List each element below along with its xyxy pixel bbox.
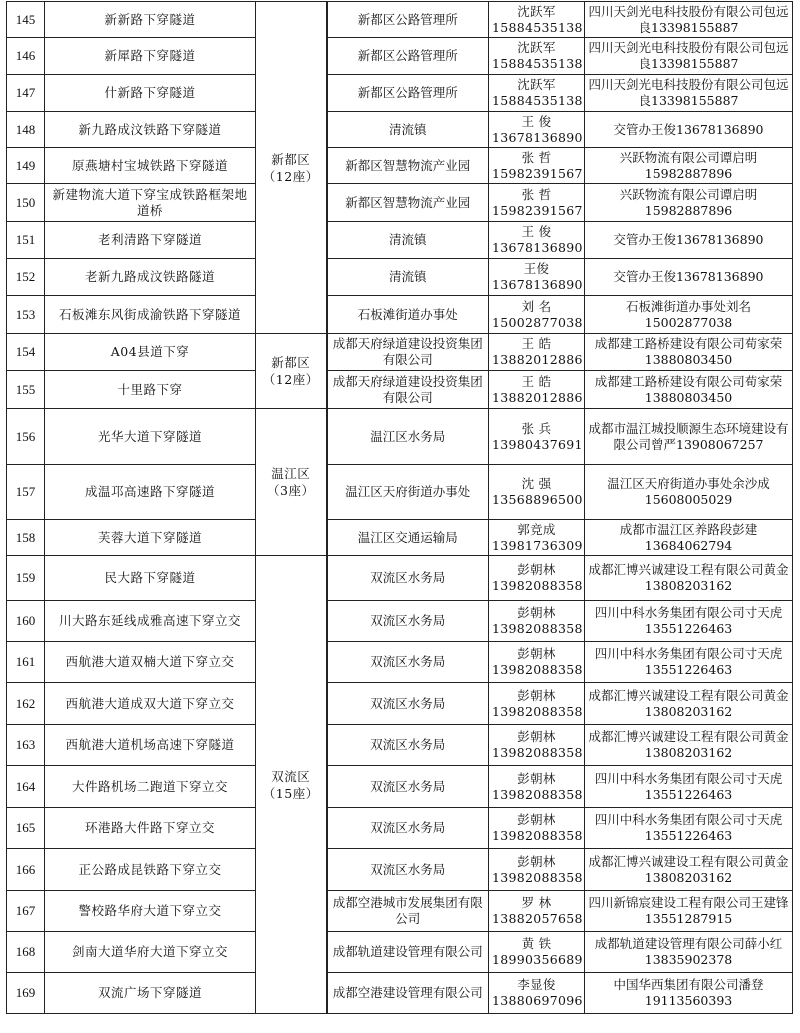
- contact-phone: 13678136890: [492, 240, 583, 255]
- tunnel-name: 新犀路下穿隧道: [45, 38, 256, 75]
- maintenance-unit: 四川中科水务集团有限公司寸天虎13551226463: [585, 601, 793, 642]
- contact-person-cell: [489, 932, 585, 973]
- tunnel-name: 正公路成昆铁路下穿立交: [45, 849, 256, 891]
- contact-phone: 13982088358: [492, 786, 583, 802]
- contact-person-cell: [489, 601, 585, 642]
- maintenance-unit: 温江区天府街道办事处余沙成15608005029: [585, 465, 793, 520]
- tunnel-name: 十里路下穿: [45, 371, 256, 409]
- table-row: [7, 973, 793, 1014]
- table-row: [7, 766, 793, 808]
- responsible-department: 双流区水务局: [327, 601, 489, 642]
- table-row: [7, 808, 793, 849]
- responsible-department: 双流区水务局: [327, 642, 489, 683]
- tunnel-name: 民大路下穿隧道: [45, 556, 256, 601]
- contact-phone: 13980437691: [492, 436, 583, 452]
- contact-name: 李显俊: [517, 977, 556, 992]
- contact-phone: 15884535138: [492, 93, 583, 108]
- contact-name: 罗 林: [521, 895, 552, 910]
- contact-phone: 13981736309: [492, 537, 583, 553]
- tunnel-name: 警校路华府大道下穿立交: [45, 891, 256, 932]
- district-name: 温江区: [271, 466, 311, 481]
- row-number: 156: [7, 409, 45, 465]
- maintenance-unit: 兴跃物流有限公司谭启明15982887896: [585, 184, 793, 222]
- contact-person-cell: [489, 371, 585, 409]
- responsible-department: 温江区天府街道办事处: [327, 465, 489, 520]
- tunnel-name: 大件路机场二跑道下穿立交: [45, 766, 256, 808]
- contact-person-cell: [489, 973, 585, 1014]
- responsible-department: 清流镇: [327, 112, 489, 148]
- district-count: （3座）: [267, 483, 315, 498]
- row-number: 169: [7, 973, 45, 1014]
- maintenance-unit: 成都汇博兴诚建设工程有限公司黄金13808203162: [585, 556, 793, 601]
- table-row: [7, 683, 793, 725]
- contact-person-cell: [489, 296, 585, 334]
- maintenance-unit: 四川天剑光电科技股份有限公司包远良13398155887: [585, 2, 793, 38]
- row-number: 159: [7, 556, 45, 601]
- district-cell: [256, 2, 327, 334]
- contact-phone: 13880697096: [492, 993, 583, 1008]
- responsible-department: 石板滩街道办事处: [327, 296, 489, 334]
- row-number: 168: [7, 932, 45, 973]
- tunnel-name: 环港路大件路下穿立交: [45, 808, 256, 849]
- table-row: [7, 891, 793, 932]
- maintenance-unit: 四川中科水务集团有限公司寸天虎13551226463: [585, 642, 793, 683]
- contact-phone: 13678136890: [492, 277, 583, 292]
- contact-phone: 15002877038: [492, 314, 583, 330]
- table-row: [7, 2, 793, 38]
- maintenance-unit: 四川中科水务集团有限公司寸天虎13551226463: [585, 808, 793, 849]
- contact-name: 彭朝林: [517, 729, 556, 744]
- contact-name: 张 哲: [521, 149, 552, 165]
- tunnel-responsibility-table: [6, 1, 793, 1014]
- tunnel-name: 原燕塘村宝城铁路下穿隧道: [45, 148, 256, 184]
- contact-name: 彭朝林: [517, 812, 556, 827]
- contact-name: 王 皓: [521, 336, 552, 351]
- row-number: 150: [7, 184, 45, 222]
- contact-phone: 13982088358: [492, 869, 583, 885]
- row-number: 162: [7, 683, 45, 725]
- table-row: [7, 725, 793, 766]
- row-number: 148: [7, 112, 45, 148]
- responsible-department: 双流区水务局: [327, 556, 489, 601]
- contact-phone: 13982088358: [492, 703, 583, 719]
- row-number: 146: [7, 38, 45, 75]
- responsible-department: 成都空港城市发展集团有限公司: [327, 891, 489, 932]
- maintenance-unit: 成都建工路桥建设有限公司荀家荣13880803450: [585, 371, 793, 409]
- row-number: 145: [7, 2, 45, 38]
- district-count: （12座）: [262, 372, 319, 387]
- row-number: 163: [7, 725, 45, 766]
- maintenance-unit: 四川中科水务集团有限公司寸天虎13551226463: [585, 766, 793, 808]
- table-row: [7, 334, 793, 371]
- contact-person-cell: [489, 148, 585, 184]
- row-number: 160: [7, 601, 45, 642]
- tunnel-name: 西航港大道双楠大道下穿立交: [45, 642, 256, 683]
- table-row: [7, 75, 793, 112]
- maintenance-unit: 石板滩街道办事处刘名15002877038: [585, 296, 793, 334]
- maintenance-unit: 交管办王俊13678136890: [585, 222, 793, 259]
- tunnel-name: 成温邛高速路下穿隧道: [45, 465, 256, 520]
- contact-phone: 13882057658: [492, 911, 583, 926]
- contact-person-cell: [489, 409, 585, 465]
- row-number: 153: [7, 296, 45, 334]
- contact-person-cell: [489, 808, 585, 849]
- contact-phone: 13982088358: [492, 578, 583, 593]
- tunnel-name: 什新路下穿隧道: [45, 75, 256, 112]
- tunnel-name: 光华大道下穿隧道: [45, 409, 256, 465]
- contact-phone: 15982391567: [492, 202, 583, 218]
- tunnel-name: 老利清路下穿隧道: [45, 222, 256, 259]
- contact-phone: 13982088358: [492, 621, 583, 636]
- contact-name: 彭朝林: [517, 562, 556, 577]
- responsible-department: 清流镇: [327, 222, 489, 259]
- responsible-department: 双流区水务局: [327, 766, 489, 808]
- district-name: 新都区: [271, 151, 311, 167]
- contact-name: 王 俊: [521, 113, 552, 129]
- tunnel-name: 西航港大道机场高速下穿隧道: [45, 725, 256, 766]
- responsible-department: 新都区智慧物流产业园: [327, 184, 489, 222]
- responsible-department: 新都区公路管理所: [327, 38, 489, 75]
- table-row: [7, 148, 793, 184]
- row-number: 158: [7, 520, 45, 556]
- contact-phone: 13882012886: [492, 352, 583, 367]
- contact-person-cell: [489, 556, 585, 601]
- row-number: 154: [7, 334, 45, 371]
- contact-person-cell: [489, 222, 585, 259]
- contact-phone: 13982088358: [492, 745, 583, 760]
- table-row: [7, 222, 793, 259]
- contact-person-cell: [489, 642, 585, 683]
- responsible-department: 双流区水务局: [327, 808, 489, 849]
- district-cell: [256, 409, 327, 556]
- maintenance-unit: 成都汇博兴诚建设工程有限公司黄金13808203162: [585, 725, 793, 766]
- contact-person-cell: [489, 112, 585, 148]
- tunnel-name: 西航港大道成双大道下穿立交: [45, 683, 256, 725]
- contact-phone: 13982088358: [492, 662, 583, 677]
- contact-name: 沈跃军: [517, 77, 556, 92]
- tunnel-name: 新建物流大道下穿宝成铁路框架地道桥: [45, 184, 256, 222]
- tunnel-name: 芙蓉大道下穿隧道: [45, 520, 256, 556]
- district-cell: [256, 556, 327, 1014]
- row-number: 167: [7, 891, 45, 932]
- contact-phone: 13882012886: [492, 389, 583, 405]
- responsible-department: 双流区水务局: [327, 683, 489, 725]
- contact-name: 沈跃军: [517, 40, 556, 55]
- maintenance-unit: 四川新锦宸建设工程有限公司王建锋13551287915: [585, 891, 793, 932]
- contact-phone: 15884535138: [492, 19, 583, 35]
- tunnel-name: 石板滩东风街成渝铁路下穿隧道: [45, 296, 256, 334]
- table-row: [7, 296, 793, 334]
- contact-name: 王 皓: [521, 373, 552, 389]
- tunnel-name: 剑南大道华府大道下穿立交: [45, 932, 256, 973]
- row-number: 152: [7, 259, 45, 296]
- responsible-department: 温江区水务局: [327, 409, 489, 465]
- responsible-department: 双流区水务局: [327, 725, 489, 766]
- responsible-department: 新都区公路管理所: [327, 2, 489, 38]
- contact-phone: 13982088358: [492, 828, 583, 843]
- tunnel-name: 新新路下穿隧道: [45, 2, 256, 38]
- maintenance-unit: 成都汇博兴诚建设工程有限公司黄金13808203162: [585, 849, 793, 891]
- table-row: [7, 112, 793, 148]
- contact-name: 彭朝林: [517, 687, 556, 703]
- table-row: [7, 601, 793, 642]
- table-row: [7, 932, 793, 973]
- responsible-department: 成都天府绿道建设投资集团有限公司: [327, 334, 489, 371]
- tunnel-name: 新九路成汶铁路下穿隧道: [45, 112, 256, 148]
- district-name: 双流区: [271, 768, 311, 784]
- contact-phone: 15982391567: [492, 165, 583, 181]
- contact-name: 彭朝林: [517, 605, 556, 620]
- maintenance-unit: 成都建工路桥建设有限公司荀家荣13880803450: [585, 334, 793, 371]
- row-number: 164: [7, 766, 45, 808]
- contact-name: 王 俊: [521, 224, 552, 239]
- contact-name: 郭竞成: [517, 521, 556, 537]
- table-row: [7, 184, 793, 222]
- row-number: 149: [7, 148, 45, 184]
- row-number: 147: [7, 75, 45, 112]
- contact-name: 王俊: [523, 261, 550, 276]
- contact-name: 张 兵: [521, 420, 552, 436]
- maintenance-unit: 成都市温江区养路段彭建13684062794: [585, 520, 793, 556]
- table-row: [7, 556, 793, 601]
- contact-person-cell: [489, 184, 585, 222]
- contact-person-cell: [489, 2, 585, 38]
- contact-person-cell: [489, 520, 585, 556]
- row-number: 161: [7, 642, 45, 683]
- row-number: 151: [7, 222, 45, 259]
- contact-name: 沈 强: [521, 476, 552, 491]
- maintenance-unit: 成都轨道建设管理有限公司薛小红13835902378: [585, 932, 793, 973]
- contact-person-cell: [489, 725, 585, 766]
- maintenance-unit: 兴跃物流有限公司谭启明15982887896: [585, 148, 793, 184]
- maintenance-unit: 四川天剑光电科技股份有限公司包远良13398155887: [585, 75, 793, 112]
- contact-name: 刘 名: [521, 298, 552, 314]
- responsible-department: 成都空港建设管理有限公司: [327, 973, 489, 1014]
- district-count: （15座）: [262, 785, 319, 801]
- responsible-department: 成都轨道建设管理有限公司: [327, 932, 489, 973]
- district-count: （12座）: [262, 168, 319, 184]
- contact-person-cell: [489, 849, 585, 891]
- row-number: 165: [7, 808, 45, 849]
- contact-name: 彭朝林: [517, 770, 556, 786]
- responsible-department: 新都区公路管理所: [327, 75, 489, 112]
- contact-phone: 15884535138: [492, 56, 583, 71]
- responsible-department: 双流区水务局: [327, 849, 489, 891]
- tunnel-name: 双流广场下穿隧道: [45, 973, 256, 1014]
- contact-person-cell: [489, 75, 585, 112]
- table-row: [7, 465, 793, 520]
- maintenance-unit: 中国华西集团有限公司潘登19113560393: [585, 973, 793, 1014]
- table-row: [7, 38, 793, 75]
- contact-name: 张 哲: [521, 186, 552, 202]
- tunnel-name: 川大路东延线成雅高速下穿立交: [45, 601, 256, 642]
- table-row: [7, 259, 793, 296]
- responsible-department: 新都区智慧物流产业园: [327, 148, 489, 184]
- contact-name: 彭朝林: [517, 853, 556, 869]
- maintenance-unit: 成都市温江城投顺源生态环境建设有限公司曾严13908067257: [585, 409, 793, 465]
- responsible-department: 温江区交通运输局: [327, 520, 489, 556]
- district-cell: [256, 334, 327, 409]
- contact-person-cell: [489, 259, 585, 296]
- responsible-department: 清流镇: [327, 259, 489, 296]
- contact-name: 沈跃军: [517, 3, 556, 19]
- maintenance-unit: 成都汇博兴诚建设工程有限公司黄金13808203162: [585, 683, 793, 725]
- contact-person-cell: [489, 891, 585, 932]
- tunnel-name: 老新九路成汶铁路隧道: [45, 259, 256, 296]
- table-row: [7, 409, 793, 465]
- contact-name: 彭朝林: [517, 646, 556, 661]
- row-number: 166: [7, 849, 45, 891]
- maintenance-unit: 四川天剑光电科技股份有限公司包远良13398155887: [585, 38, 793, 75]
- contact-phone: 18990356689: [492, 952, 583, 967]
- row-number: 155: [7, 371, 45, 409]
- district-name: 新都区: [271, 355, 311, 370]
- table-row: [7, 642, 793, 683]
- maintenance-unit: 交管办王俊13678136890: [585, 112, 793, 148]
- contact-name: 黄 铁: [521, 936, 552, 951]
- contact-phone: 13568896500: [492, 492, 583, 507]
- contact-person-cell: [489, 38, 585, 75]
- contact-person-cell: [489, 683, 585, 725]
- responsible-department: 成都天府绿道建设投资集团有限公司: [327, 371, 489, 409]
- contact-person-cell: [489, 334, 585, 371]
- contact-phone: 13678136890: [492, 129, 583, 145]
- table-row: [7, 520, 793, 556]
- row-number: 157: [7, 465, 45, 520]
- tunnel-name: A04县道下穿: [45, 334, 256, 371]
- maintenance-unit: 交管办王俊13678136890: [585, 259, 793, 296]
- table-row: [7, 371, 793, 409]
- contact-person-cell: [489, 766, 585, 808]
- contact-person-cell: [489, 465, 585, 520]
- table-row: [7, 849, 793, 891]
